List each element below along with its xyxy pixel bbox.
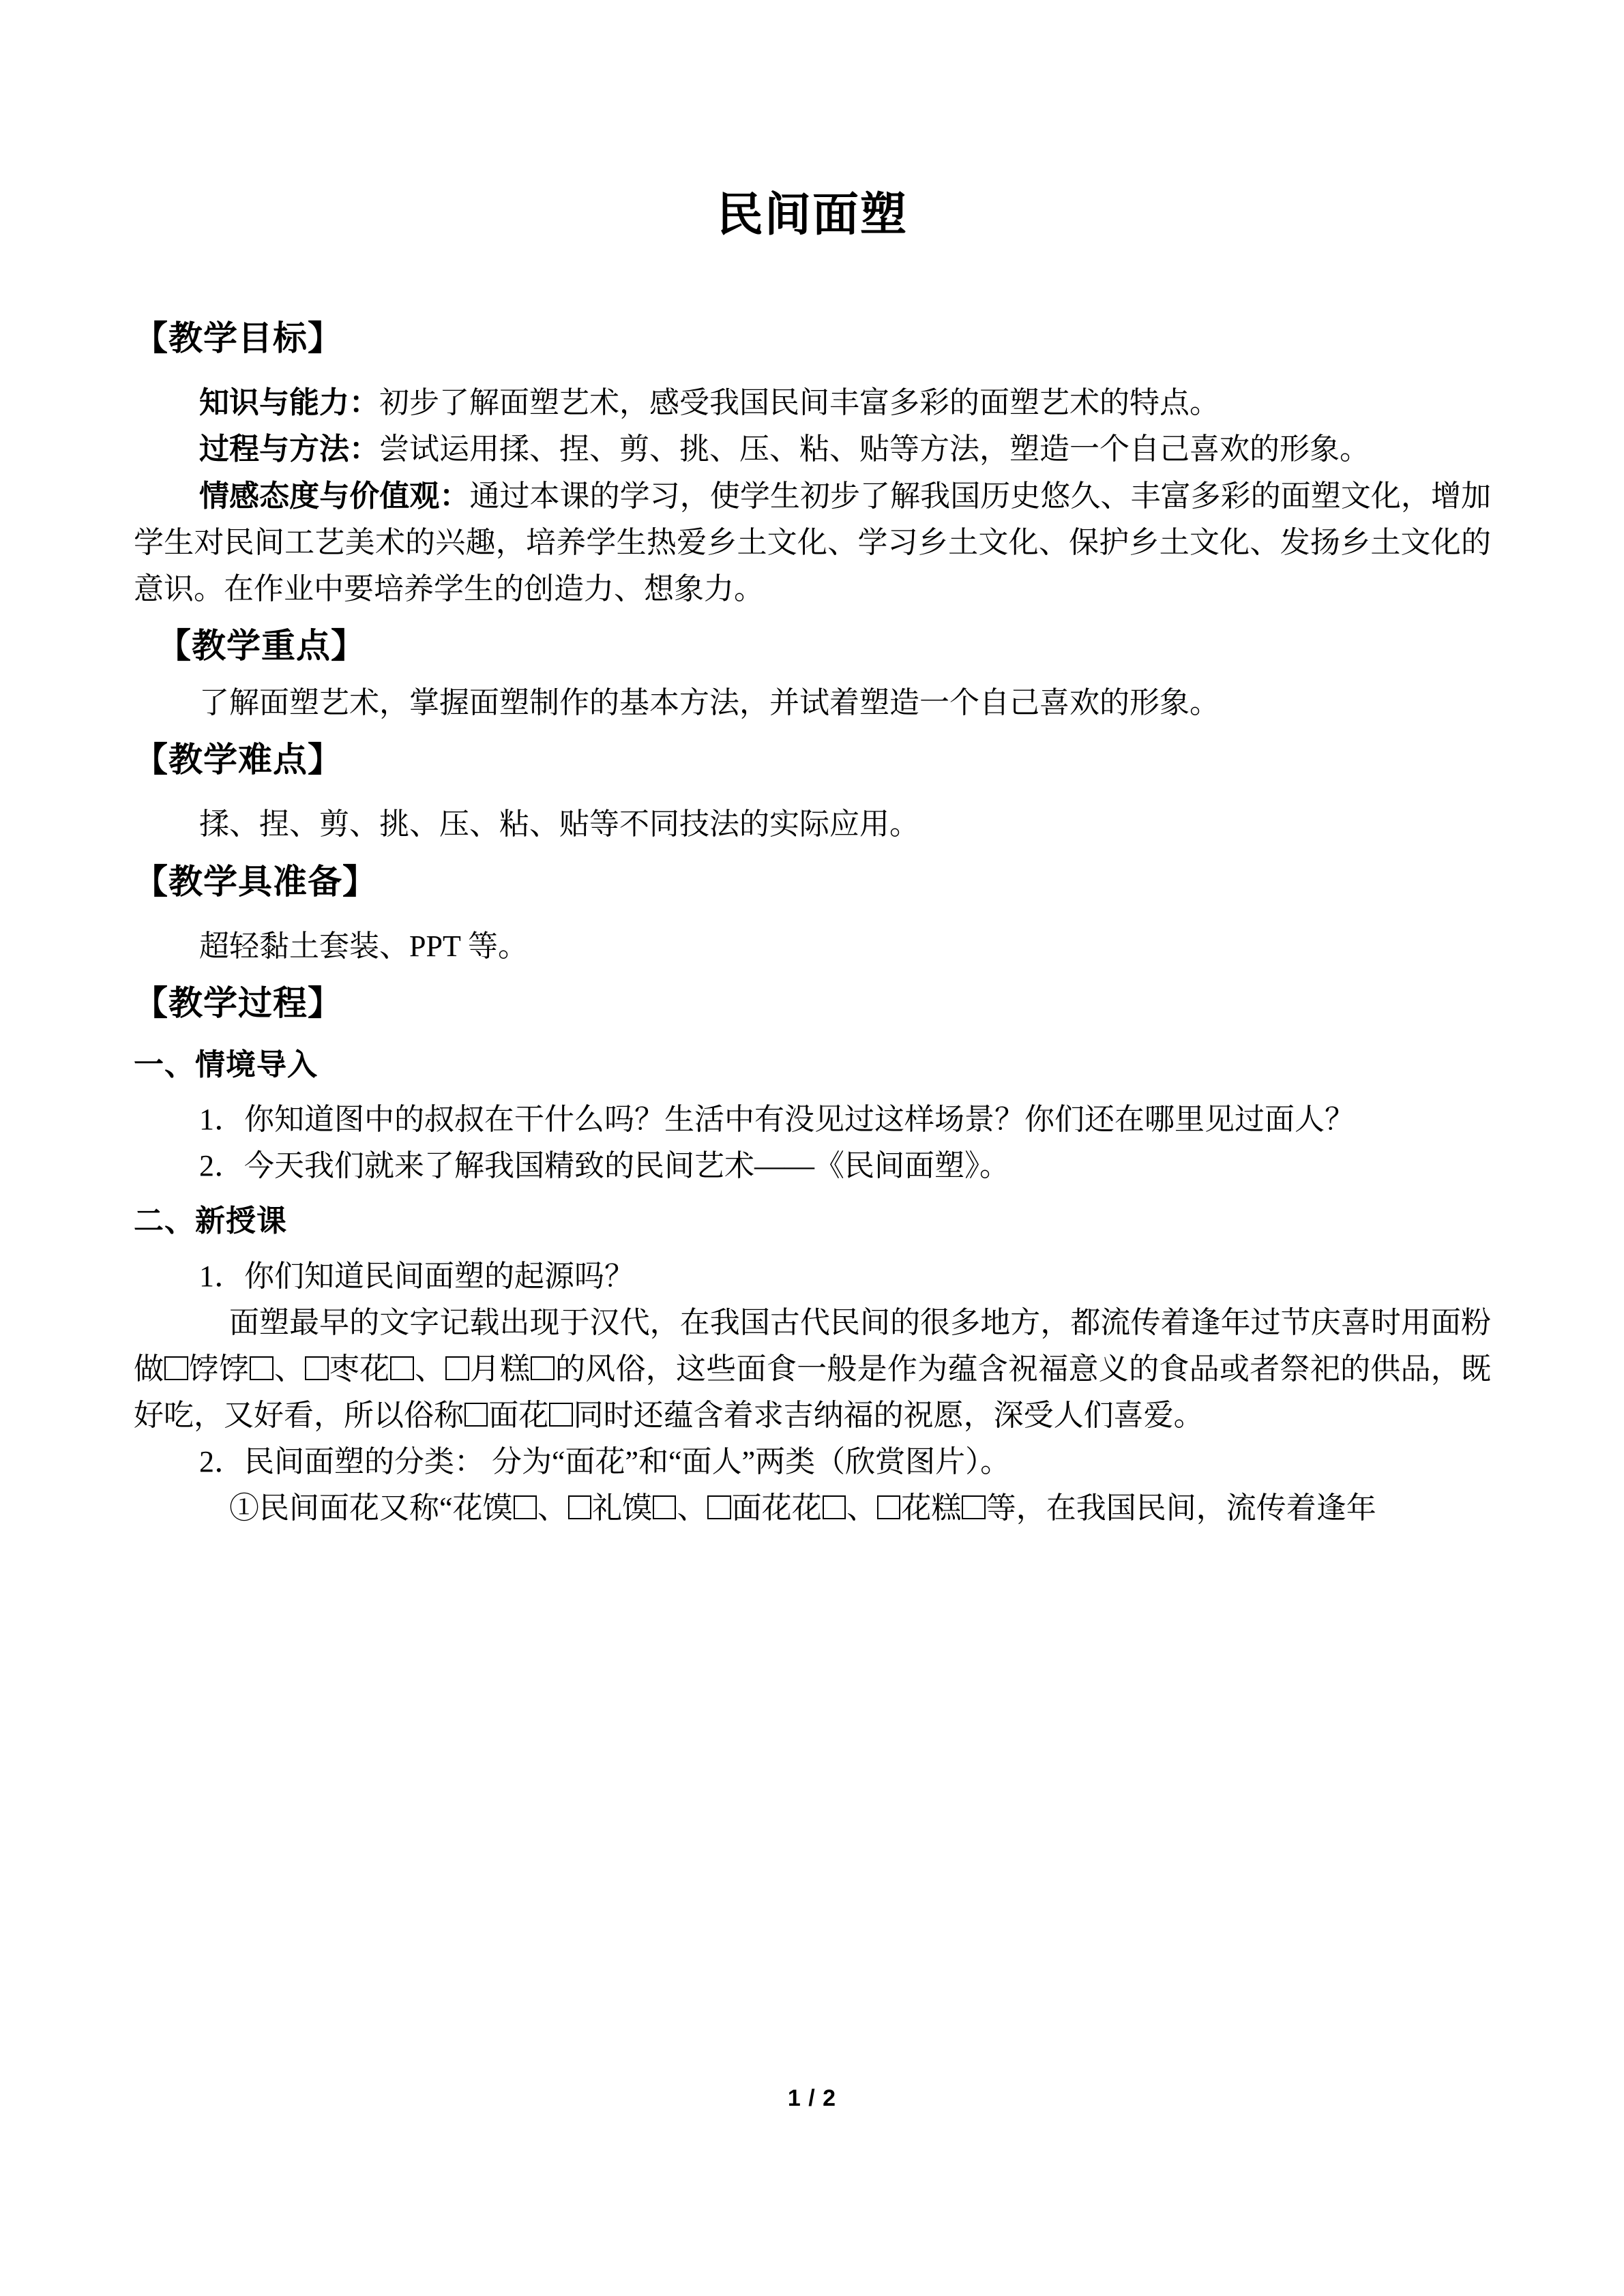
missing-glyph-box	[877, 1495, 900, 1519]
lesson-body-part-g: 的风俗，这些面食一般是作为蕴含祝福意义的食品或者祭祀的供品，既好吃，又好看，所以俗称	[134, 1352, 1492, 1433]
spacer	[134, 781, 1491, 801]
objective-knowledge-label: 知识与能力：	[199, 386, 379, 420]
missing-glyph-box	[250, 1356, 273, 1380]
objective-values	[134, 473, 1491, 613]
missing-glyph-box	[464, 1403, 488, 1427]
lesson-item-2-sub	[134, 1485, 1491, 1532]
lesson-sub-part-f: 、	[846, 1491, 877, 1525]
spacer	[134, 359, 1491, 380]
missing-glyph-box	[653, 1495, 676, 1519]
objective-knowledge-text: 初步了解面塑艺术，感受我国民间丰富多彩的面塑艺术的特点。	[379, 386, 1220, 420]
lesson-sub-part-h: 等，在我国民间，流传着逢年	[986, 1491, 1376, 1525]
lesson-item-1-body	[134, 1300, 1491, 1440]
spacer	[134, 241, 1491, 317]
spacer	[134, 726, 1491, 739]
spacer	[134, 1189, 1491, 1202]
lesson-sub-part-c: 礼馍	[592, 1491, 653, 1525]
missing-glyph-box	[962, 1495, 985, 1519]
lesson-body-part-b: 饽饽	[188, 1352, 250, 1386]
spacer	[134, 848, 1491, 861]
subsection-heading-new-lesson: 二、新授课	[134, 1204, 287, 1238]
lesson-body-part-i: 同时还蕴含着求吉纳福的祝愿，深受人们喜爱。	[573, 1399, 1204, 1433]
spacer	[134, 1025, 1491, 1045]
missing-glyph-box	[823, 1495, 846, 1519]
missing-glyph-box	[707, 1495, 730, 1519]
lesson-sub-part-b: 、	[537, 1491, 567, 1525]
section-heading-materials: 【教学具准备】	[134, 862, 377, 901]
missing-glyph-box	[514, 1495, 537, 1519]
spacer	[134, 668, 1491, 680]
section-heading-objectives: 【教学目标】	[134, 318, 342, 357]
lesson-item-1: 1．你们知道民间面塑的起源吗？	[199, 1259, 634, 1293]
section-heading-key-points: 【教学重点】	[157, 627, 366, 666]
objective-values-text: 通过本课的学习，使学生初步了解我国历史悠久、丰富多彩的面塑文化，增加学生对民间工艺美术的兴趣，培养学生热爱乡土文化、学习乡土文化、保护乡土文化、发扬乡土文化的意识。在作业中要培养学生的创造力、想象力。	[134, 479, 1492, 606]
materials-text: 超轻黏土套装、PPT 等。	[199, 929, 529, 964]
page-content	[134, 0, 1491, 1532]
objective-values-label: 情感态度与价值观：	[199, 479, 470, 513]
objective-process	[134, 426, 1491, 473]
spacer	[134, 612, 1491, 625]
missing-glyph-box	[568, 1495, 591, 1519]
spacer	[134, 970, 1491, 982]
section-heading-process: 【教学过程】	[134, 984, 342, 1023]
missing-glyph-box	[305, 1356, 328, 1380]
missing-glyph-box	[445, 1356, 469, 1380]
missing-glyph-box	[549, 1403, 572, 1427]
spacer	[134, 1241, 1491, 1253]
missing-glyph-box	[390, 1356, 413, 1380]
subsection-heading-intro: 一、情境导入	[134, 1047, 318, 1082]
section-heading-difficulties: 【教学难点】	[134, 740, 342, 779]
lesson-body-part-a: 面塑最早的文字记载出现于汉代，在我国古代民间的很多地方，都流传着逢年过节庆喜时用面粉做	[134, 1305, 1491, 1386]
lesson-body-part-d: 枣花	[329, 1352, 390, 1386]
lesson-item-2: 2．民间面塑的分类： 分为“面花”和“面人”两类（欣赏图片）。	[199, 1445, 1011, 1479]
lesson-sub-part-g: 花糕	[901, 1491, 962, 1525]
objective-process-label: 过程与方法：	[199, 432, 379, 466]
objective-knowledge	[134, 380, 1491, 426]
spacer	[134, 903, 1491, 923]
lesson-body-part-c: 、	[274, 1352, 305, 1386]
missing-glyph-box	[164, 1356, 188, 1380]
page-title: 民间面塑	[716, 189, 908, 241]
lesson-sub-part-a: ①民间面花又称“花馍	[229, 1491, 513, 1525]
lesson-sub-part-e: 面花花	[731, 1491, 822, 1525]
spacer	[134, 1084, 1491, 1097]
difficulties-text: 揉、捏、剪、挑、压、粘、贴等不同技法的实际应用。	[199, 807, 919, 841]
lesson-sub-part-d: 、	[677, 1491, 707, 1525]
lesson-body-part-e: 、	[414, 1352, 445, 1386]
intro-item-2: 2．今天我们就来了解我国精致的民间艺术——《民间面塑》。	[199, 1149, 1009, 1183]
objective-process-text: 尝试运用揉、捏、剪、挑、压、粘、贴等方法，塑造一个自己喜欢的形象。	[379, 432, 1370, 466]
lesson-body-part-h: 面花	[488, 1399, 549, 1433]
key-points-text: 了解面塑艺术，掌握面塑制作的基本方法，并试着塑造一个自己喜欢的形象。	[199, 685, 1220, 719]
lesson-body-part-f: 月糕	[469, 1352, 531, 1386]
page-number-footer: 1 / 2	[787, 2085, 837, 2111]
intro-item-1: 1．你知道图中的叔叔在干什么吗？生活中有没见过这样场景？你们还在哪里见过面人？	[199, 1102, 1355, 1136]
missing-glyph-box	[531, 1356, 554, 1380]
